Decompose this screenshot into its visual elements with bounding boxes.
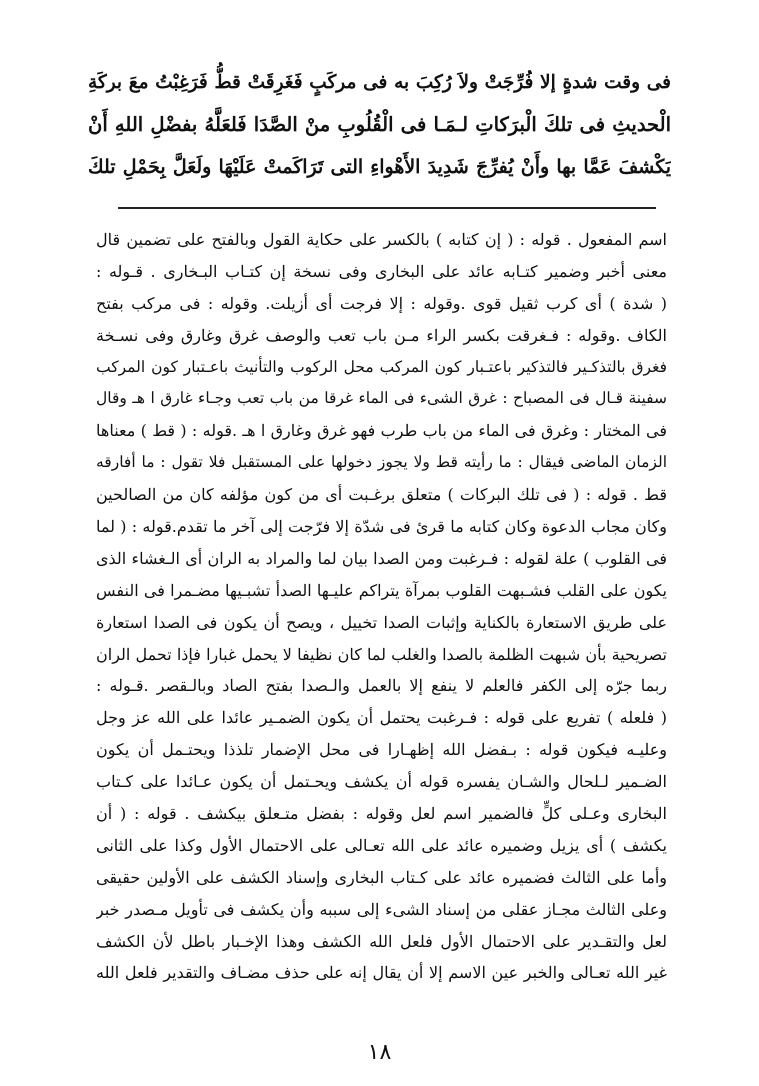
commentary-line: وعلى الثالث مجـاز عقلى من إسناد الشىء إلى سببه وأن يكشف فى تأويل مـصدر خبر (96, 899, 667, 919)
commentary-line: يكشف ) أى يزيل وضميره عائد على الله تعـالى على الاحتمال الأول وكذا على الثانى (96, 835, 667, 855)
commentary-line: البخارى وعـلى كلٍّ فالضمير اسم لعل وقوله : بفضل متـعلق بيكشف . قوله : ( أن (96, 804, 667, 824)
commentary-text-block (96, 224, 667, 989)
commentary-line: الكاف .وقوله : فـغرقت بكسر الراء مـن باب تعب والوصف غرق وغارق وفى نسـخة (96, 325, 667, 345)
commentary-line: على طريق الاستعارة بالكناية وإثبات الصدا تخييل ، ويصح أن يكون فى الصدا استعارة (96, 612, 667, 632)
commentary-line: اسم المفعول . قوله : ( إن كتابه ) بالكسر على حكاية القول وبالفتح على تضمين قال (96, 230, 667, 249)
commentary-line: غير الله تعـالى والخبر عين الاسم إلا أن يقال إنه على حذف مضـاف والتقدير فلعل الله (96, 963, 667, 983)
commentary-line: فى القلوب ) علة لقوله : فـرغبت ومن الصدا بيان لما والمراد به الران أى الـغشاء الذى (96, 548, 667, 568)
commentary-line: تصريحية بأن شبهت الظلمة بالصدا والغلب لما كان نظيفا لا يحمل غبارا فإذا تحمل الران (96, 644, 667, 664)
commentary-line: الزمان الماضى فيقال : ما رأيته قط ولا يجوز دخولها على المستقبل فلا تقول : ما أفارقه (96, 453, 667, 472)
main-text-line: فى وقت شدةٍ إلا فُرِّجَتْ ولاَ رُكِبَ به فى مركَبٍ فَغَرِقَتْ قطُّ فَرَغِبْتُ معَ بركَةِ (88, 72, 671, 93)
commentary-line: وعليـه فيكون قوله : بـفضل الله إظهـارا فى محل الإضمار تلذذا ويحتـمل أن يكون (96, 740, 667, 760)
commentary-line: فى المختار : وغرق فى الماء من باب طرب فهو غرق وغارق ا هـ .قوله : ( قط ) معناها (96, 421, 667, 441)
commentary-line: سفينة قـال فى المصباح : غرق الشىء فى الماء غرقا من باب تعب وجـاء غارق ا هـ وقال (96, 389, 667, 408)
main-text-block (88, 62, 671, 188)
commentary-line: الضـمير لـلحال والشـان يفسره قوله أن يكشف ويحـتمل أن يكون عـائدا على كـتاب (96, 772, 667, 792)
commentary-line: فغرق بالتذكـير فالتذكير باعتـبار كون المركب محل الركوب والتأنيث باعـتبار كون المركب (96, 357, 667, 376)
commentary-line: وكان مجاب الدعوة وكان كتابه ما قرئ فى شدّة إلا فرّجت إلى آخر ما تقدم.قوله : ( لما (96, 517, 667, 537)
main-text-line: الْحديثِ فى تلكَ الْبرَكاتِ لـمَـا فى الْقُلُوبِ منْ الصَّدَا فَلعَلَّهُ بفضْلِ اللهِ أَنْ (88, 113, 671, 136)
commentary-line: ( فلعله ) تفريع على قوله : فـرغبت يحتمل أن يكون الضمـير عائدا على الله عز وجل (96, 708, 667, 728)
commentary-line: ربما جرّه إلى الكفر فالعلم لا ينفع إلا بالعمل والـصدا بفتح الصاد وبالـقصر .قـوله : (96, 676, 667, 696)
page-number: ١٨ (367, 1040, 392, 1065)
commentary-line: لعل والتقـدير على الاحتمال الأول فلعل الله الكشف وهذا الإخـبار باطل لأن الكشف (96, 931, 667, 951)
commentary-line: يكون على القلب فشـبهت القلوب بمرآة يتراكم عليـها الصدأ تشبـيها مضـمرا فى النفس (96, 580, 667, 600)
commentary-line: وأما على الثالث فضميره عائد على كـتاب البخارى وإسناد الكشف على الأولين حقيقى (96, 867, 667, 887)
separator-rule (118, 207, 656, 209)
main-text-line: يَكْشفَ عَمَّا بها وأَنْ يُفرِّجَ شَدِيدَ الأَهْواءِ التى تَرَاكَمتْ عَلَيْهَا ولَعَلَّ بِحَمْلِ تلكَ (88, 156, 671, 178)
commentary-line: معنى أخبر وضمير كتـابه عائد على البخارى وفى نسخة إن كتـاب البـخارى . قـوله : (96, 261, 667, 281)
commentary-line: قط . قوله : ( فى تلك البركات ) متعلق برغـبت أى من كون مؤلفه كان من الصالحين (96, 485, 667, 505)
commentary-line: ( شدة ) أى كرب ثقيل قوى .وقوله : إلا فرجت أى أزيلت. وقوله : فى مركب بفتح (96, 293, 667, 313)
